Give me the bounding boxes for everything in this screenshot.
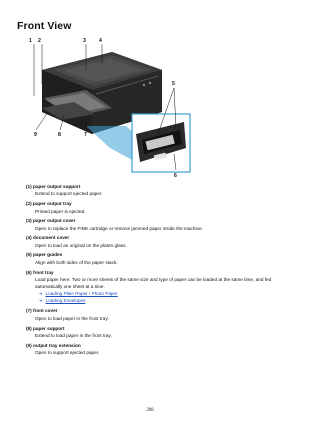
part-title: (9) output tray extension bbox=[26, 342, 81, 348]
callout-2: 2 bbox=[38, 38, 41, 44]
part-title: (3) paper output cover bbox=[26, 218, 76, 224]
related-links bbox=[26, 291, 288, 305]
part-description: Open to load paper in the front tray. bbox=[35, 315, 109, 321]
part-title: (5) paper guides bbox=[26, 252, 63, 258]
part-description: Open to load an original on the platen glass. bbox=[35, 242, 127, 248]
callout-4: 4 bbox=[99, 38, 102, 44]
part-title: (8) paper support bbox=[26, 325, 65, 331]
part-item-2 bbox=[26, 200, 288, 215]
part-title: (6) front tray bbox=[26, 269, 54, 275]
part-item-3 bbox=[26, 217, 288, 232]
callout-8: 8 bbox=[58, 132, 61, 138]
link-row bbox=[39, 298, 288, 305]
arrow-right-icon: ➜ bbox=[39, 298, 43, 304]
page-title: Front View bbox=[17, 20, 72, 32]
link-loading-plain-paper[interactable]: Loading Plain Paper / Photo Paper bbox=[45, 291, 118, 297]
callout-3: 3 bbox=[83, 38, 86, 44]
front-tray-inset bbox=[132, 114, 190, 172]
part-description: Extend to load paper in the front tray. bbox=[35, 332, 112, 338]
link-row bbox=[39, 291, 288, 298]
part-item-9 bbox=[26, 342, 288, 357]
callout-5: 5 bbox=[172, 81, 175, 87]
part-title: (2) paper output tray bbox=[26, 201, 72, 207]
arrow-right-icon: ➜ bbox=[39, 291, 43, 297]
part-item-5 bbox=[26, 251, 288, 266]
link-loading-envelopes[interactable]: Loading Envelopes bbox=[45, 298, 86, 304]
part-title: (7) front cover bbox=[26, 308, 58, 314]
callout-6: 6 bbox=[174, 173, 177, 179]
part-item-8 bbox=[26, 325, 288, 340]
parts-list bbox=[26, 183, 288, 359]
printer-diagram bbox=[24, 30, 194, 180]
part-description: Open to support ejected paper. bbox=[35, 350, 100, 356]
part-description: Printed paper is ejected. bbox=[35, 208, 86, 214]
callout-1: 1 bbox=[29, 38, 32, 44]
callout-9: 9 bbox=[34, 132, 37, 138]
part-item-4 bbox=[26, 234, 288, 249]
part-description: Open to replace the FINE cartridge or remove jammed paper inside the machine. bbox=[35, 225, 204, 231]
part-title: (4) document cover bbox=[26, 235, 70, 241]
part-item-7 bbox=[26, 307, 288, 322]
part-description: Extend to support ejected paper. bbox=[35, 191, 103, 197]
part-description: Load paper here. Two or more sheets of the same size and type of paper can be loaded at the same time, and fed automatically one sheet at a time. bbox=[35, 276, 272, 290]
callout-7: 7 bbox=[84, 132, 87, 138]
part-description: Align with both sides of the paper stack. bbox=[35, 259, 118, 265]
printer-illustration bbox=[24, 30, 194, 180]
part-title: (1) paper output support bbox=[26, 184, 81, 189]
part-item-1 bbox=[26, 183, 288, 198]
part-item-6 bbox=[26, 269, 288, 306]
page-number: 208 bbox=[146, 408, 154, 413]
